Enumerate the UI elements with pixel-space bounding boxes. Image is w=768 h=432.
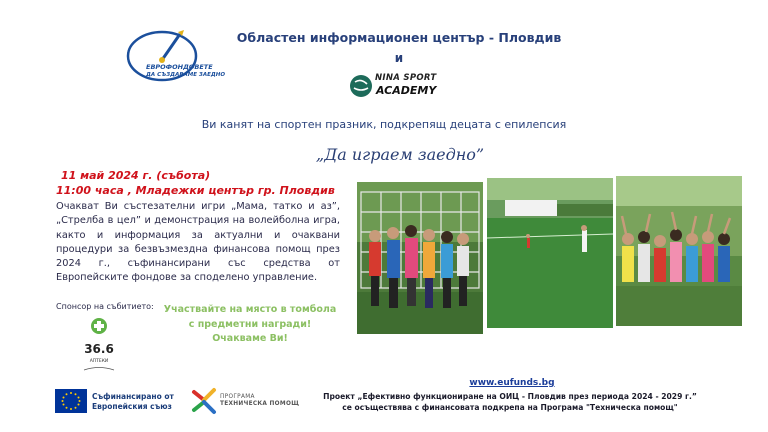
event-description: Очакват Ви състезателни игри „Мама, татко и аз”, „Стрелба в цел” и демонстрация на волейболна игра, както и информация за актуални и очаквани процедури за безвъзмездна финансова помощ през 2024 г., съфинансирани със средства от Европейските фондове за споделено управление. [56, 201, 340, 284]
event-slogan: „Да играем заедно” [315, 145, 485, 164]
technical-assistance-logo [190, 386, 220, 416]
eu-flag-icon [55, 389, 87, 413]
nina-logo-line1: NINA SPORT [375, 73, 437, 83]
eurofunds-logo-text: ЕВРОФОНДОВЕТЕ ДА СЪЗДАВАМЕ ЗАЕДНО [146, 63, 226, 78]
and-word: и [394, 51, 404, 65]
eu-cofunded-label: Съфинансирано от Европейския съюз [92, 392, 174, 411]
photo-kids-cheering [616, 176, 742, 326]
technical-assistance-label: ПРОГРАМА ТЕХНИЧЕСКА ПОМОЩ [220, 394, 300, 407]
sponsor-label: Спонсор на събитието: [56, 302, 154, 311]
nina-logo-line2: ACADEMY [376, 84, 437, 97]
eufunds-link[interactable]: www.eufunds.bg [469, 378, 555, 388]
event-date: 11 май 2024 г. (събота) [61, 169, 211, 182]
pharmacy-sponsor-logo [78, 316, 120, 376]
organizer-title: Областен информационен център - Пловдив [236, 30, 562, 45]
sponsor-name: 36.6 [84, 342, 114, 356]
raffle-announcement: Участвайте на място в томбола с предметни награди! Очакваме Ви! [163, 304, 337, 344]
eurofunds-logo [122, 30, 222, 88]
event-time-place: 11:00 часа , Младежки център гр. Пловдив [56, 184, 335, 197]
photo-kids-on-field [487, 178, 613, 328]
sponsor-sub: АПТЕКИ [89, 359, 109, 364]
project-statement: Проект „Ефективно функциониране на ОИЦ - Пловдив през периода 2024 - 2029 г.” се осъществява с финансовата подкрепа на Програма "Техническа помощ" [323, 392, 697, 412]
photo-kids-football-goal [357, 182, 483, 334]
invitation-text: Ви канят на спортен празник, подкрепящ децата с епилепсия [201, 118, 567, 131]
